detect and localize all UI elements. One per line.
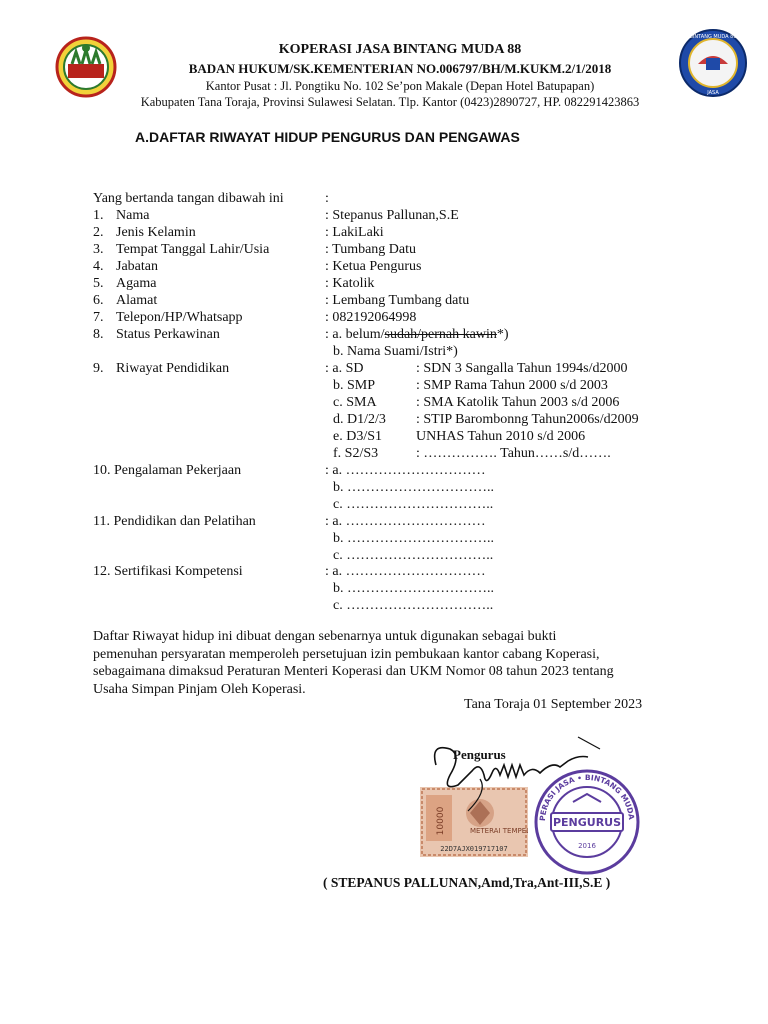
status-value-b: b. Nama Suami/Istri*) xyxy=(333,344,458,359)
stamp-year: 2016 xyxy=(578,842,596,850)
section-label: 11. Pendidikan dan Pelatihan xyxy=(93,514,256,529)
field-value: : Tumbang Datu xyxy=(325,242,417,257)
field-label: Jenis Kelamin xyxy=(116,225,196,240)
education-level: c. SMA xyxy=(333,395,377,410)
education-label: Riwayat Pendidikan xyxy=(116,361,230,376)
education-level: e. D3/S1 xyxy=(333,429,382,444)
intro-colon: : xyxy=(325,191,329,206)
signer-name: ( STEPANUS PALLUNAN,Amd,Tra,Ant-III,S.E ) xyxy=(323,875,611,890)
closing-paragraph xyxy=(93,628,693,698)
field-num: 5. xyxy=(93,276,104,291)
address-line-1: Kantor Pusat : Jl. Pongtiku No. 102 Se’pon Makale (Depan Hotel Batupapan) xyxy=(205,79,595,93)
closing-line: Usaha Simpan Pinjam Oleh Koperasi. xyxy=(93,681,306,697)
materai-serial: 22D7AJX019717107 xyxy=(440,845,508,853)
status-num: 8. xyxy=(93,327,104,342)
signer-role: Pengurus xyxy=(453,747,506,762)
field-num: 4. xyxy=(93,259,104,274)
status-a-suffix: *) xyxy=(496,327,509,342)
education-level: f. S2/S3 xyxy=(333,446,379,461)
field-label: Nama xyxy=(116,208,150,223)
section-line: b. ………………………….. xyxy=(333,581,494,596)
field-label: Jabatan xyxy=(116,259,158,274)
right-logo xyxy=(678,28,748,98)
stamp-seal-icon xyxy=(533,768,641,876)
field-value: : LakiLaki xyxy=(325,225,384,240)
education-value: : SDN 3 Sangalla Tahun 1994s/d2000 xyxy=(416,361,628,376)
field-label: Tempat Tanggal Lahir/Usia xyxy=(116,242,270,257)
materai-value: 10000 xyxy=(436,806,446,836)
section-line: c. ………………………….. xyxy=(333,497,494,512)
status-a-prefix: : a. belum/ xyxy=(325,327,385,342)
signing-date: Tana Toraja 01 September 2023 xyxy=(464,697,643,712)
official-stamp xyxy=(533,768,641,876)
section-line: : a. ………………………… xyxy=(325,514,486,529)
education-level: d. D1/2/3 xyxy=(333,412,386,427)
intro-label: Yang bertanda tangan dibawah ini xyxy=(93,191,284,206)
field-value: : Lembang Tumbang datu xyxy=(325,293,470,308)
closing-line: Daftar Riwayat hidup ini dibuat dengan sebenarnya untuk digunakan sebagai bukti xyxy=(93,629,557,644)
section-line: c. ………………………….. xyxy=(333,548,494,563)
field-value: : Stepanus Pallunan,S.E xyxy=(325,208,459,223)
section-line: c. ………………………….. xyxy=(333,598,494,613)
field-label: Telepon/HP/Whatsapp xyxy=(116,310,243,325)
org-name: KOPERASI JASA BINTANG MUDA 88 xyxy=(278,42,522,57)
education-value: UNHAS Tahun 2010 s/d 2006 xyxy=(416,429,586,444)
document-title: A.DAFTAR RIWAYAT HIDUP PENGURUS DAN PENGAWAS xyxy=(135,129,520,145)
section-line: : a. ………………………… xyxy=(325,463,486,478)
stamp-text: PENGURUS xyxy=(552,816,622,829)
education-level: : a. SD xyxy=(325,361,364,376)
field-value: : 082192064998 xyxy=(325,310,417,325)
education-value: : SMA Katolik Tahun 2003 s/d 2006 xyxy=(416,395,620,410)
bintang-muda-seal-icon xyxy=(678,28,748,98)
section-label: 10. Pengalaman Pekerjaan xyxy=(93,463,242,478)
section-line: b. ………………………….. xyxy=(333,480,494,495)
status-label: Status Perkawinan xyxy=(116,327,220,342)
section-line: : a. ………………………… xyxy=(325,564,486,579)
field-value: : Ketua Pengurus xyxy=(325,259,422,274)
legal-number: BADAN HUKUM/SK.KEMENTERIAN NO.006797/BH/M.KUKM.2/1/2018 xyxy=(188,61,612,76)
right-logo-text: BINTANG MUDA 88 xyxy=(689,34,737,40)
field-label: Agama xyxy=(116,276,157,291)
closing-line: pemenuhan persyaratan memperoleh persetujuan izin pembukaan kantor cabang Koperasi, xyxy=(93,646,600,662)
field-num: 2. xyxy=(93,225,104,240)
education-value: : SMP Rama Tahun 2000 s/d 2003 xyxy=(416,378,608,393)
left-logo xyxy=(46,36,126,98)
field-num: 3. xyxy=(93,242,104,257)
section-line: b. ………………………….. xyxy=(333,531,494,546)
closing-line: sebagaimana dimaksud Peraturan Menteri Koperasi dan UKM Nomor 08 tahun 2023 tentang xyxy=(93,664,614,680)
education-value: : ……………. Tahun……s/d……. xyxy=(416,446,611,461)
field-num: 7. xyxy=(93,310,104,325)
field-label: Alamat xyxy=(116,293,158,308)
status-a-struck: sudah/pernah kawin xyxy=(384,327,497,342)
field-num: 1. xyxy=(93,208,104,223)
stamp-ring-text: PERASI JASA • BINTANG MUDA xyxy=(537,772,637,822)
status-value-a xyxy=(325,326,509,343)
cooperative-emblem-icon xyxy=(46,36,126,98)
education-value: : STIP Barombonng Tahun2006s/d2009 xyxy=(416,412,639,427)
field-value: : Katolik xyxy=(325,276,375,291)
field-num: 6. xyxy=(93,293,104,308)
right-logo-subtext: JASA xyxy=(707,90,719,96)
address-line-2: Kabupaten Tana Toraja, Provinsi Sulawesi Selatan. Tlp. Kantor (0423)2890727, HP. 082291423863 xyxy=(140,95,640,109)
section-label: 12. Sertifikasi Kompetensi xyxy=(93,564,243,579)
education-level: b. SMP xyxy=(333,378,376,393)
materai-label: METERAI TEMPEL xyxy=(469,827,528,835)
education-num: 9. xyxy=(93,361,104,376)
